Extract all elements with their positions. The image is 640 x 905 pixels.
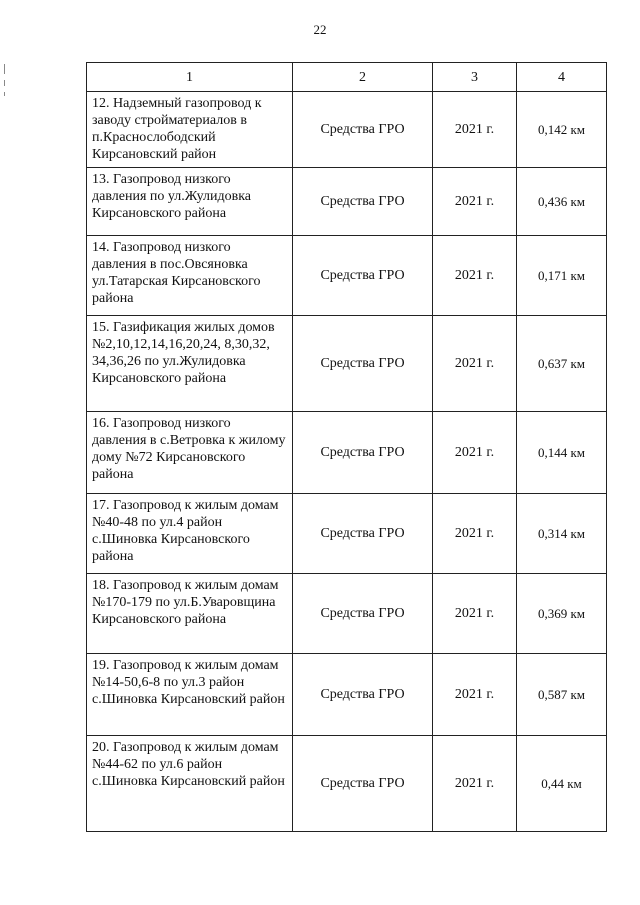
length-cell: 0,171 км — [517, 236, 607, 316]
page-number: 22 — [313, 22, 327, 37]
funding-source-cell: Средства ГРО — [293, 236, 433, 316]
funding-source-cell: Средства ГРО — [293, 168, 433, 236]
table-row — [87, 412, 607, 494]
margin-mark — [4, 92, 5, 96]
length-cell: 0,144 км — [517, 412, 607, 494]
funding-source-cell: Средства ГРО — [293, 92, 433, 168]
gas-pipeline-table — [86, 62, 607, 832]
length-cell: 0,587 км — [517, 654, 607, 736]
margin-mark — [4, 80, 5, 86]
object-name-cell: 16. Газопровод низкого давления в с.Ветровка к жилому дому №72 Кирсановского района — [87, 412, 293, 494]
length-cell: 0,142 км — [517, 92, 607, 168]
length-cell: 0,436 км — [517, 168, 607, 236]
table-row — [87, 316, 607, 412]
table-row — [87, 736, 607, 832]
year-cell: 2021 г. — [433, 736, 517, 832]
year-cell: 2021 г. — [433, 168, 517, 236]
column-header: 1 — [87, 63, 293, 92]
year-cell: 2021 г. — [433, 574, 517, 654]
table-row — [87, 654, 607, 736]
table-row — [87, 574, 607, 654]
funding-source-cell: Средства ГРО — [293, 494, 433, 574]
table-row — [87, 236, 607, 316]
year-cell: 2021 г. — [433, 654, 517, 736]
object-name-cell: 20. Газопровод к жилым домам №44-62 по ул.6 район с.Шиновка Кирсановский район — [87, 736, 293, 832]
header-row — [87, 63, 607, 92]
length-cell: 0,314 км — [517, 494, 607, 574]
length-cell: 0,44 км — [517, 736, 607, 832]
object-name-cell: 18. Газопровод к жилым домам №170-179 по ул.Б.Уваровщина Кирсановского района — [87, 574, 293, 654]
year-cell: 2021 г. — [433, 494, 517, 574]
object-name-cell: 17. Газопровод к жилым домам №40-48 по ул.4 район с.Шиновка Кирсановского района — [87, 494, 293, 574]
object-name-cell: 14. Газопровод низкого давления в пос.Овсяновка ул.Татарская Кирсановского района — [87, 236, 293, 316]
column-header: 4 — [517, 63, 607, 92]
margin-mark — [4, 64, 5, 74]
year-cell: 2021 г. — [433, 412, 517, 494]
table-row — [87, 494, 607, 574]
object-name-cell: 12. Надземный газопровод к заводу стройматериалов в п.Краснослободский Кирсановский район — [87, 92, 293, 168]
year-cell: 2021 г. — [433, 92, 517, 168]
object-name-cell: 15. Газификация жилых домов №2,10,12,14,16,20,24, 8,30,32, 34,36,26 по ул.Жулидовка Кирсановского района — [87, 316, 293, 412]
length-cell: 0,369 км — [517, 574, 607, 654]
funding-source-cell: Средства ГРО — [293, 316, 433, 412]
column-header: 3 — [433, 63, 517, 92]
funding-source-cell: Средства ГРО — [293, 412, 433, 494]
funding-source-cell: Средства ГРО — [293, 574, 433, 654]
column-header: 2 — [293, 63, 433, 92]
year-cell: 2021 г. — [433, 236, 517, 316]
funding-source-cell: Средства ГРО — [293, 654, 433, 736]
table-row — [87, 168, 607, 236]
length-cell: 0,637 км — [517, 316, 607, 412]
funding-source-cell: Средства ГРО — [293, 736, 433, 832]
year-cell: 2021 г. — [433, 316, 517, 412]
object-name-cell: 19. Газопровод к жилым домам №14-50,6-8 по ул.3 район с.Шиновка Кирсановский район — [87, 654, 293, 736]
object-name-cell: 13. Газопровод низкого давления по ул.Жулидовка Кирсановского района — [87, 168, 293, 236]
table-row — [87, 92, 607, 168]
